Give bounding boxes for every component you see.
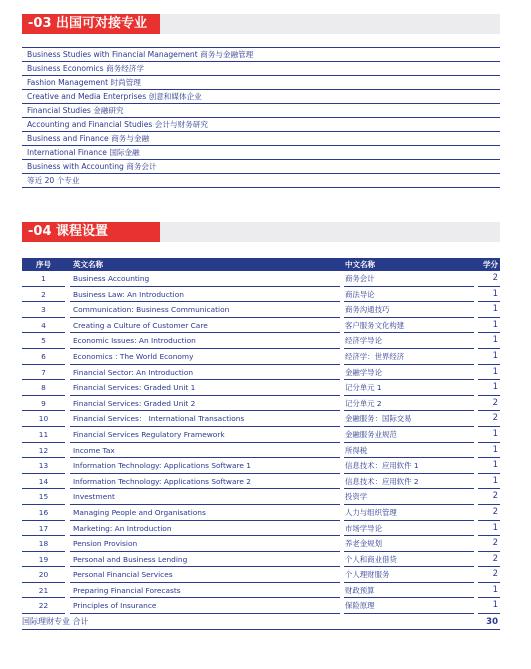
cell-no: 11 xyxy=(22,427,65,443)
section-title-courses: -04 课程设置 xyxy=(22,222,160,242)
cell-english-name: Marketing: An Introduction xyxy=(70,521,340,537)
cell-no: 9 xyxy=(22,396,65,412)
cell-no: 7 xyxy=(22,365,65,381)
table-row xyxy=(22,536,500,552)
cell-credits: 1 xyxy=(478,474,500,490)
cell-credits: 1 xyxy=(478,318,500,334)
cell-english-name: Creating a Culture of Customer Care xyxy=(70,318,340,334)
cell-chinese-name: 信息技术：应用软件 1 xyxy=(344,458,474,474)
cell-english-name: Information Technology: Applications Software 2 xyxy=(70,474,340,490)
header-english-name: 英文名称 xyxy=(73,260,103,269)
cell-credits: 2 xyxy=(478,271,500,287)
cell-english-name: Preparing Financial Forecasts xyxy=(70,583,340,599)
cell-english-name: Principles of Insurance xyxy=(70,598,340,614)
table-row xyxy=(22,598,500,614)
course-table xyxy=(22,258,500,630)
cell-credits: 1 xyxy=(478,443,500,459)
table-row xyxy=(22,552,500,568)
cell-no: 12 xyxy=(22,443,65,459)
major-item: Accounting and Financial Studies 会计与财务研究 xyxy=(22,118,500,132)
cell-chinese-name: 养老金规划 xyxy=(344,536,474,552)
cell-chinese-name: 人力与组织管理 xyxy=(344,505,474,521)
table-row xyxy=(22,411,500,427)
cell-english-name: Investment xyxy=(70,489,340,505)
cell-no: 4 xyxy=(22,318,65,334)
cell-credits: 1 xyxy=(478,365,500,381)
cell-no: 22 xyxy=(22,598,65,614)
cell-english-name: Personal and Business Lending xyxy=(70,552,340,568)
table-row xyxy=(22,489,500,505)
cell-chinese-name: 商务会计 xyxy=(344,271,474,287)
table-row xyxy=(22,474,500,490)
major-item: Business Studies with Financial Management 商务与金融管理 xyxy=(22,48,500,62)
table-row xyxy=(22,443,500,459)
major-item: Business with Accounting 商务会计 xyxy=(22,160,500,174)
cell-english-name: Managing People and Organisations xyxy=(70,505,340,521)
cell-credits: 2 xyxy=(478,552,500,568)
cell-credits: 1 xyxy=(478,583,500,599)
table-row xyxy=(22,287,500,303)
cell-credits: 2 xyxy=(478,505,500,521)
cell-credits: 2 xyxy=(478,489,500,505)
cell-english-name: Communication: Business Communication xyxy=(70,302,340,318)
cell-chinese-name: 商务沟通技巧 xyxy=(344,302,474,318)
cell-credits: 1 xyxy=(478,287,500,303)
majors-list xyxy=(22,47,500,188)
major-item: Creative and Media Enterprises 创意和媒体企业 xyxy=(22,90,500,104)
cell-english-name: Information Technology: Applications Software 1 xyxy=(70,458,340,474)
section-title-majors: -03 出国可对接专业 xyxy=(22,14,160,34)
major-item: International Finance 国际金融 xyxy=(22,146,500,160)
cell-chinese-name: 个人理财服务 xyxy=(344,567,474,583)
cell-credits: 2 xyxy=(478,396,500,412)
cell-credits: 1 xyxy=(478,380,500,396)
cell-english-name: Financial Services: Graded Unit 1 xyxy=(70,380,340,396)
cell-chinese-name: 财政预算 xyxy=(344,583,474,599)
header-no: 序号 xyxy=(36,260,51,269)
cell-chinese-name: 客户服务文化构建 xyxy=(344,318,474,334)
cell-chinese-name: 所得税 xyxy=(344,443,474,459)
cell-chinese-name: 市场学导论 xyxy=(344,521,474,537)
table-row xyxy=(22,302,500,318)
cell-english-name: Economic Issues: An Introduction xyxy=(70,333,340,349)
total-value: 30 xyxy=(486,617,498,628)
cell-chinese-name: 经济学：世界经济 xyxy=(344,349,474,365)
cell-credits: 1 xyxy=(478,333,500,349)
cell-no: 20 xyxy=(22,567,65,583)
cell-no: 3 xyxy=(22,302,65,318)
header-chinese-name: 中文名称 xyxy=(345,260,375,269)
cell-chinese-name: 保险原理 xyxy=(344,598,474,614)
major-item: Business Economics 商务经济学 xyxy=(22,62,500,76)
cell-chinese-name: 个人和商业借贷 xyxy=(344,552,474,568)
cell-credits: 1 xyxy=(478,598,500,614)
table-row xyxy=(22,583,500,599)
cell-chinese-name: 金融服务业规范 xyxy=(344,427,474,443)
major-item: 等近 20 个专业 xyxy=(22,174,500,188)
cell-chinese-name: 经济学导论 xyxy=(344,333,474,349)
cell-english-name: Income Tax xyxy=(70,443,340,459)
cell-no: 21 xyxy=(22,583,65,599)
cell-credits: 1 xyxy=(478,521,500,537)
table-row xyxy=(22,380,500,396)
table-row xyxy=(22,567,500,583)
cell-chinese-name: 金融服务：国际交易 xyxy=(344,411,474,427)
major-item: Financial Studies 金融研究 xyxy=(22,104,500,118)
cell-no: 6 xyxy=(22,349,65,365)
cell-no: 1 xyxy=(22,271,65,287)
cell-no: 2 xyxy=(22,287,65,303)
cell-english-name: Business Law: An Introduction xyxy=(70,287,340,303)
table-row xyxy=(22,318,500,334)
cell-credits: 2 xyxy=(478,567,500,583)
cell-no: 5 xyxy=(22,333,65,349)
cell-no: 13 xyxy=(22,458,65,474)
cell-english-name: Personal Financial Services xyxy=(70,567,340,583)
cell-english-name: Financial Services： International Transactions xyxy=(70,411,340,427)
cell-chinese-name: 投资学 xyxy=(344,489,474,505)
table-header xyxy=(22,258,500,271)
cell-credits: 1 xyxy=(478,458,500,474)
table-row xyxy=(22,505,500,521)
table-row xyxy=(22,271,500,287)
table-row xyxy=(22,365,500,381)
cell-chinese-name: 信息技术：应用软件 2 xyxy=(344,474,474,490)
cell-credits: 1 xyxy=(478,349,500,365)
table-row xyxy=(22,521,500,537)
cell-english-name: Business Accounting xyxy=(70,271,340,287)
major-item: Business and Finance 商务与金融 xyxy=(22,132,500,146)
major-item: Fashion Management 时尚管理 xyxy=(22,76,500,90)
table-row xyxy=(22,458,500,474)
table-row xyxy=(22,427,500,443)
cell-no: 8 xyxy=(22,380,65,396)
header-credits: 学分 xyxy=(483,260,498,269)
cell-english-name: Financial Services: Graded Unit 2 xyxy=(70,396,340,412)
cell-chinese-name: 记分单元 2 xyxy=(344,396,474,412)
cell-english-name: Economics : The World Economy xyxy=(70,349,340,365)
cell-credits: 1 xyxy=(478,302,500,318)
cell-chinese-name: 金融学导论 xyxy=(344,365,474,381)
cell-credits: 2 xyxy=(478,536,500,552)
cell-no: 14 xyxy=(22,474,65,490)
cell-credits: 1 xyxy=(478,427,500,443)
table-row xyxy=(22,333,500,349)
cell-no: 19 xyxy=(22,552,65,568)
table-row xyxy=(22,396,500,412)
cell-no: 10 xyxy=(22,411,65,427)
cell-english-name: Financial Sector: An Introduction xyxy=(70,365,340,381)
total-label: 国际理财专业 合计 xyxy=(22,617,89,627)
cell-credits: 2 xyxy=(478,411,500,427)
cell-no: 15 xyxy=(22,489,65,505)
table-row xyxy=(22,349,500,365)
cell-chinese-name: 商法导论 xyxy=(344,287,474,303)
cell-english-name: Financial Services Regulatory Framework xyxy=(70,427,340,443)
cell-no: 16 xyxy=(22,505,65,521)
table-total-row xyxy=(22,614,500,630)
cell-chinese-name: 记分单元 1 xyxy=(344,380,474,396)
cell-no: 18 xyxy=(22,536,65,552)
cell-english-name: Pension Provision xyxy=(70,536,340,552)
cell-no: 17 xyxy=(22,521,65,537)
